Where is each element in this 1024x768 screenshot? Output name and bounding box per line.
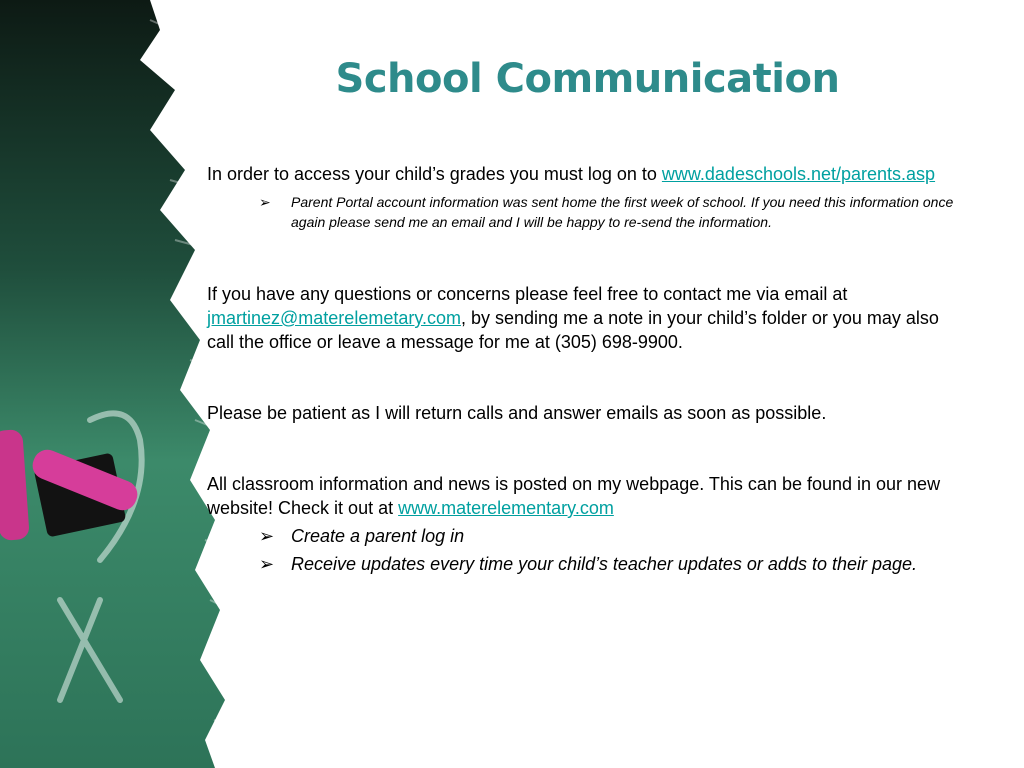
slide-title: School Communication [335, 56, 840, 102]
parents-portal-link[interactable]: www.dadeschools.net/parents.asp [661, 164, 936, 184]
list-item: ➢ Create a parent log in [259, 526, 465, 546]
arrow-bullet-icon: ➢ [259, 194, 271, 210]
list-item: ➢ Receive updates every time your child’s teacher updates or adds to their page. [259, 554, 918, 574]
arrow-bullet-icon: ➢ [259, 526, 275, 546]
website-link[interactable]: www.materelementary.com [398, 498, 614, 518]
webpage-paragraph: All classroom information and news is posted on my webpage. This can be found in our new website! Check it out at www.materelementary.com [207, 474, 941, 518]
patience-paragraph: Please be patient as I will return calls and answer emails as soon as possible. [207, 403, 827, 423]
email-link[interactable]: jmartinez@materelemetary.com [207, 308, 462, 328]
arrow-bullet-icon: ➢ [259, 554, 275, 574]
website-bullet-list [207, 524, 967, 576]
contact-paragraph: If you have any questions or concerns please feel free to contact me via email at jmartinez@materelemetary.com, by sending me a note in your child’s folder or you may also call the office or leave a message for me at (305) 698-9900. [207, 284, 939, 352]
chalkboard-decoration [0, 0, 240, 768]
chalkboard-texture [0, 0, 225, 768]
list-item: ➢ Parent Portal account information was sent home the first week of school. If you need this information once again please send me an email and I will be happy to re-send the information. [259, 194, 954, 230]
slide-content [207, 162, 967, 580]
portal-bullet-list [207, 192, 967, 232]
grades-paragraph: In order to access your child’s grades you must log on to www.dadeschools.net/parents.asp [207, 164, 936, 184]
